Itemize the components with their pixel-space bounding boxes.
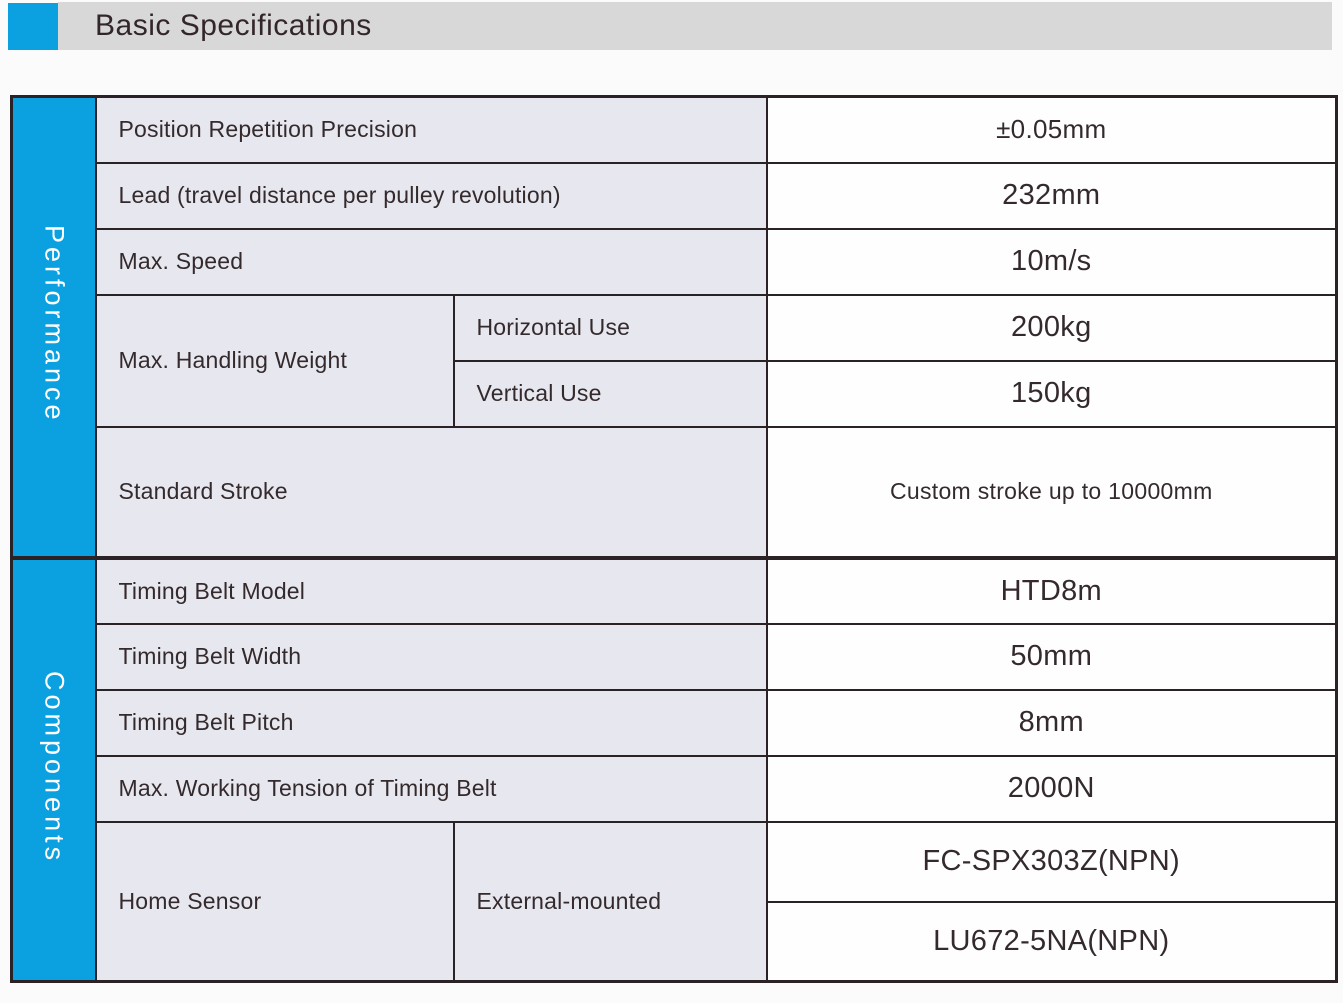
table-row (12, 427, 1337, 558)
label-timing-belt-model: Timing Belt Model (96, 558, 767, 624)
label-horizontal-use: Horizontal Use (454, 295, 767, 361)
label-max-speed: Max. Speed (96, 229, 767, 295)
value-timing-belt-pitch: 8mm (767, 690, 1337, 756)
value-vertical-use: 150kg (767, 361, 1337, 427)
label-standard-stroke: Standard Stroke (96, 427, 767, 558)
table-row (12, 97, 1337, 163)
label-max-handling-weight: Max. Handling Weight (96, 295, 454, 427)
table-row (12, 295, 1337, 361)
table-row (12, 163, 1337, 229)
value-max-speed: 10m/s (767, 229, 1337, 295)
value-timing-belt-width: 50mm (767, 624, 1337, 690)
table-row (12, 822, 1337, 902)
section-cell-components (12, 558, 96, 982)
label-vertical-use: Vertical Use (454, 361, 767, 427)
table-row (12, 624, 1337, 690)
value-horizontal-use: 200kg (767, 295, 1337, 361)
page-header (0, 0, 1343, 52)
section-label-performance: Performance (39, 224, 70, 424)
table-row (12, 756, 1337, 822)
value-max-working-tension: 2000N (767, 756, 1337, 822)
label-max-working-tension: Max. Working Tension of Timing Belt (96, 756, 767, 822)
label-position-repetition-precision: Position Repetition Precision (96, 97, 767, 163)
basic-specifications-table (10, 95, 1338, 983)
section-cell-performance (12, 97, 96, 558)
section-label-components: Components (39, 670, 70, 864)
value-timing-belt-model: HTD8m (767, 558, 1337, 624)
label-home-sensor: Home Sensor (96, 822, 454, 982)
label-lead: Lead (travel distance per pulley revolution) (96, 163, 767, 229)
table-row (12, 558, 1337, 624)
value-home-sensor-1: FC-SPX303Z(NPN) (767, 822, 1337, 902)
label-external-mounted: External-mounted (454, 822, 767, 982)
value-standard-stroke: Custom stroke up to 10000mm (767, 427, 1337, 558)
title-band (58, 2, 1332, 50)
value-home-sensor-2: LU672-5NA(NPN) (767, 902, 1337, 982)
table-row (12, 229, 1337, 295)
value-lead: 232mm (767, 163, 1337, 229)
page-title: Basic Specifications (95, 9, 372, 42)
table-row (12, 690, 1337, 756)
title-accent-square (8, 3, 58, 50)
label-timing-belt-width: Timing Belt Width (96, 624, 767, 690)
label-timing-belt-pitch: Timing Belt Pitch (96, 690, 767, 756)
value-position-repetition-precision: ±0.05mm (767, 97, 1337, 163)
